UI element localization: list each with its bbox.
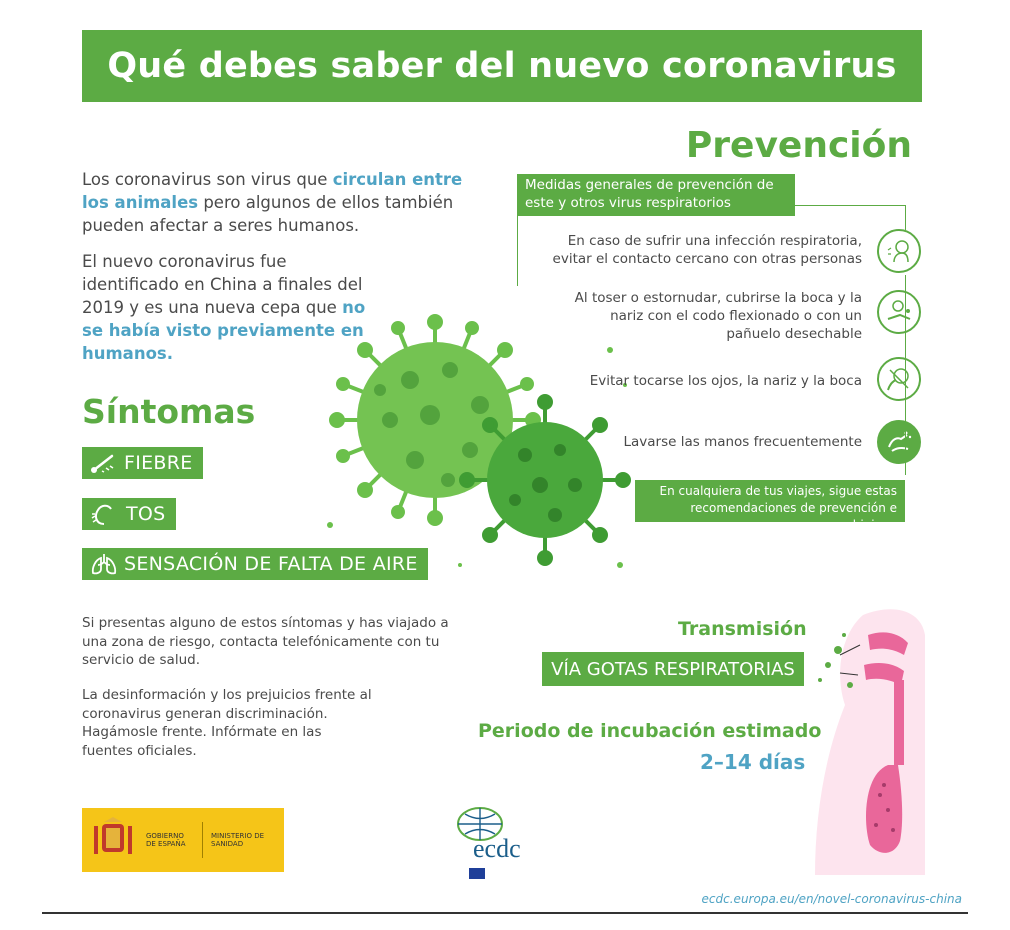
symptoms-heading: Síntomas [82, 392, 256, 431]
distance-icon [884, 236, 914, 266]
gobierno-espana-logo [82, 808, 284, 872]
symptoms-section [82, 392, 255, 431]
coat-of-arms-icon [90, 816, 136, 864]
eu-flag-icon [469, 868, 485, 879]
hand-washing-icon [884, 427, 914, 457]
prevention-general-box: Medidas generales de prevención de este y otros virus respiratorios [517, 174, 795, 216]
ecdc-wordmark: ecdc [473, 834, 521, 863]
travel-recommendation-box: En cualquiera de tus viajes, sigue estas recomendaciones de prevención e higiene [635, 480, 905, 522]
ecdc-logo [455, 806, 545, 882]
prevention-icon-3 [877, 357, 921, 401]
transmission-label: Transmisión [678, 618, 807, 640]
incubation-value: 2–14 días [700, 750, 806, 774]
intro-highlight-2: no se había visto previamente en humanos. [82, 298, 366, 363]
respiratory-illustration [808, 605, 928, 875]
title-banner [82, 30, 922, 102]
symptom-fever: FIEBRE [82, 447, 203, 479]
thermometer-icon [90, 453, 118, 473]
intro-paragraph-1: Los coronavirus son virus que circulan entre los animales pero algunos de ellos también pueden afectar a seres humanos. [82, 170, 463, 235]
symptoms-advice: Si presentas alguno de estos síntomas y has viajado a una zona de riesgo, contacta telefónicamente con tu servicio de salud. [82, 615, 449, 668]
connector-right-long [905, 275, 906, 475]
transmission-value: VÍA GOTAS RESPIRATORIAS [542, 652, 804, 686]
disinformation-note: La desinformación y los prejuicios frente al coronavirus generan discriminación. Hagámosle frente. Infórmate en las fuentes oficiales. [82, 687, 372, 759]
symptom-shortness-of-breath: SENSACIÓN DE FALTA DE AIRE [82, 548, 428, 580]
prevention-icon-1 [877, 229, 921, 273]
intro-highlight-1: circulan entre los animales [82, 170, 463, 212]
incubation-label: Periodo de incubación estimado [478, 720, 822, 742]
bottom-rule [42, 912, 968, 914]
prevention-item-3: Evitar tocarse los ojos, la nariz y la boca [589, 373, 862, 389]
prevention-icon-4 [877, 420, 921, 464]
symptom-cough: TOS [82, 498, 176, 530]
cough-icon [90, 502, 120, 526]
connector-right [905, 205, 906, 230]
prevention-section [686, 125, 912, 166]
page-title: Qué debes saber del nuevo coronavirus [107, 46, 897, 86]
prevention-item-1: En caso de sufrir una infección respiratoria, evitar el contacto cercano con otras personas [552, 233, 862, 267]
ministerio-text: MINISTERIO DE SANIDAD [211, 832, 265, 848]
prevention-item-4: Lavarse las manos frecuentemente [623, 434, 862, 450]
prevention-heading: Prevención [685, 125, 912, 166]
gobierno-text: GOBIERNO DE ESPAÑA [146, 832, 186, 848]
connector-top [795, 205, 905, 206]
elbow-cough-icon [884, 297, 914, 327]
prevention-icon-2 [877, 290, 921, 334]
prevention-item-2: Al toser o estornudar, cubrirse la boca y la nariz con el codo flexionado o con un pañuelo desechable [574, 290, 862, 342]
intro-paragraph-2: El nuevo coronavirus fue identificado en China a finales del 2019 y es una nueva cepa que no se había visto previamente en humanos. [82, 252, 366, 363]
connector-left [517, 216, 518, 286]
source-url[interactable]: ecdc.europa.eu/en/novel-coronavirus-china [701, 892, 962, 906]
face-touch-icon [884, 364, 914, 394]
lungs-icon [90, 552, 118, 576]
